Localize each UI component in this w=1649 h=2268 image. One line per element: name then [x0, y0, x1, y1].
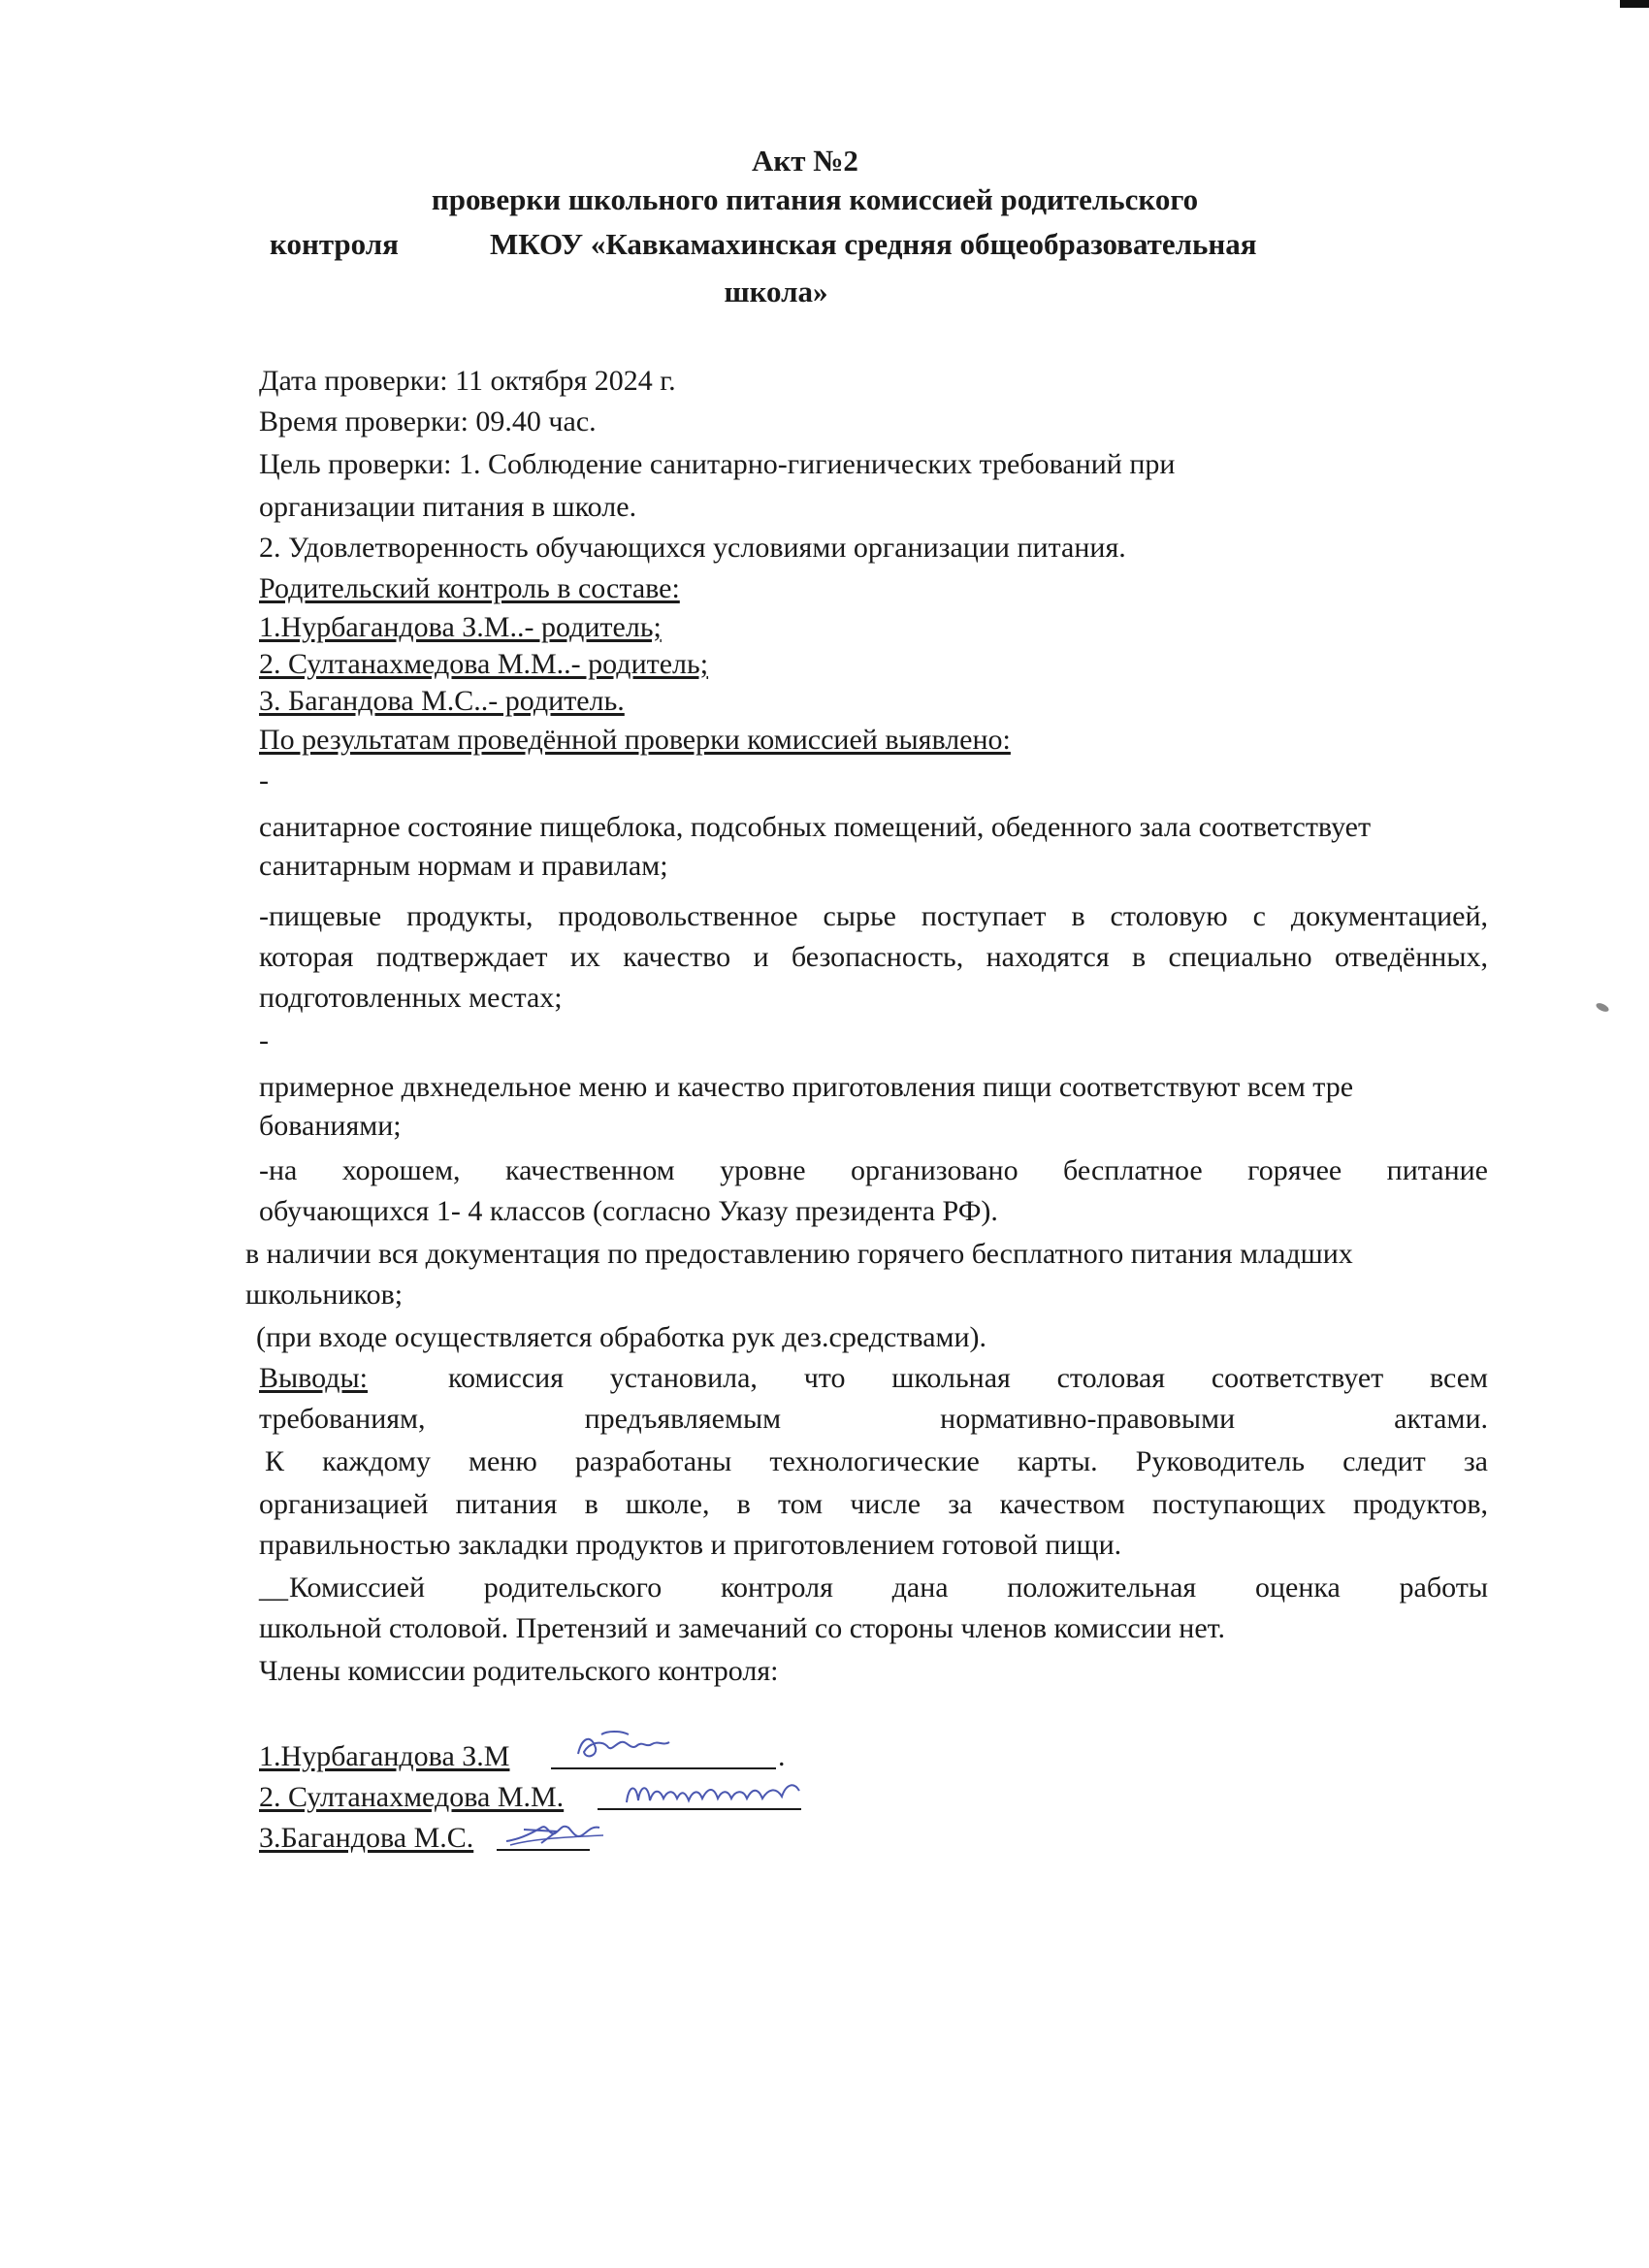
signature-line-1-end: .: [778, 1740, 786, 1772]
scan-corner-mark: [1620, 0, 1649, 8]
conclusions-line-3-wrap: [265, 1447, 1488, 1476]
inspection-time: Время проверки: 09.40 час.: [259, 405, 597, 437]
committee-member-2: 2. Султанахмедова М.М..- родитель;: [259, 648, 709, 680]
inspection-goal-1: Цель проверки: 1. Соблюдение санитарно-гигиенических требований при: [259, 448, 1176, 480]
finding-5-line-1: в наличии вся документация по предоставлению горячего бесплатного питания младших: [245, 1238, 1353, 1270]
signature-line-1-name: 1.Нурбагандова З.М: [259, 1740, 510, 1772]
scan-speck: [1595, 1001, 1610, 1013]
finding-2-line-2: которая подтверждает их качество и безопасность, находятся в специально отведённых,: [259, 941, 1488, 973]
act-subtitle-control: контроля: [270, 227, 399, 261]
conclusions-line-6: Комиссией родительского контроля дана положительная оценка работы: [289, 1571, 1488, 1604]
finding-3-line-2: бованиями;: [259, 1110, 402, 1142]
inspection-date: Дата проверки: 11 октября 2024 г.: [259, 365, 676, 397]
finding-3-dash: -: [259, 1024, 269, 1056]
finding-5-line-2: школьников;: [245, 1279, 404, 1311]
signature-3-scribble: [502, 1810, 609, 1851]
committee-member-3: 3. Багандова М.С..- родитель.: [259, 685, 625, 717]
conclusions-line-1: комиссия установила, что школьная столовая соответствует всем: [448, 1362, 1488, 1394]
act-school-name-end: школа»: [724, 275, 828, 308]
committee-member-1: 1.Нурбагандова З.М..- родитель;: [259, 611, 662, 643]
signature-1-scribble: [572, 1727, 674, 1770]
finding-3-line-1: примерное двхнедельное меню и качество приготовления пищи соответствуют всем тре: [259, 1071, 1354, 1103]
signature-2-scribble: [621, 1771, 805, 1812]
conclusions-line-4: организацией питания в школе, в том числе за качеством поступающих продуктов,: [259, 1488, 1488, 1520]
act-title: Акт №2: [752, 144, 858, 178]
finding-2-line-3: подготовленных местах;: [259, 982, 563, 1014]
conclusions-line-2: требованиям, предъявляемым нормативно-правовыми актами.: [259, 1403, 1488, 1435]
inspection-goal-1-cont: организации питания в школе.: [259, 491, 637, 523]
finding-1-line-2: санитарным нормам и правилам;: [259, 850, 668, 882]
commission-members-heading: Члены комиссии родительского контроля:: [259, 1655, 779, 1687]
finding-4-line-2: обучающихся 1- 4 классов (согласно Указу президента РФ).: [259, 1195, 998, 1227]
finding-4-line-1: -на хорошем, качественном уровне организовано бесплатное горячее питание: [259, 1154, 1488, 1186]
conclusions-line-5: правильностью закладки продуктов и приготовлением готовой пищи.: [259, 1529, 1122, 1561]
conclusions-label: Выводы:: [259, 1362, 369, 1394]
conclusions-line-6-prefix: __: [259, 1571, 288, 1604]
committee-heading: Родительский контроль в составе:: [259, 572, 680, 604]
inspection-goal-2: 2. Удовлетворенность обучающихся условиями организации питания.: [259, 532, 1126, 564]
finding-1-dash: -: [259, 764, 269, 796]
act-subtitle: проверки школьного питания комиссией родительского: [431, 182, 1199, 216]
signature-line-2-name: 2. Султанахмедова М.М.: [259, 1781, 565, 1813]
finding-1-line-1: санитарное состояние пищеблока, подсобных помещений, обеденного зала соответствует: [259, 811, 1372, 843]
signature-line-3-name: 3.Багандова М.С.: [259, 1822, 474, 1854]
finding-6: (при входе осуществляется обработка рук дез.средствами).: [256, 1321, 987, 1353]
conclusions-line-3: К каждому меню разработаны технологические карты. Руководитель следит за: [265, 1445, 1488, 1477]
act-school-name: МКОУ «Кавкамахинская средняя общеобразовательная: [490, 227, 1257, 261]
conclusions-line-7: школьной столовой. Претензий и замечаний со стороны членов комиссии нет.: [259, 1612, 1226, 1644]
finding-2-line-1: -пищевые продукты, продовольственное сырье поступает в столовую с документацией,: [259, 900, 1488, 932]
findings-heading: По результатам проведённой проверки комиссией выявлено:: [259, 724, 1011, 756]
